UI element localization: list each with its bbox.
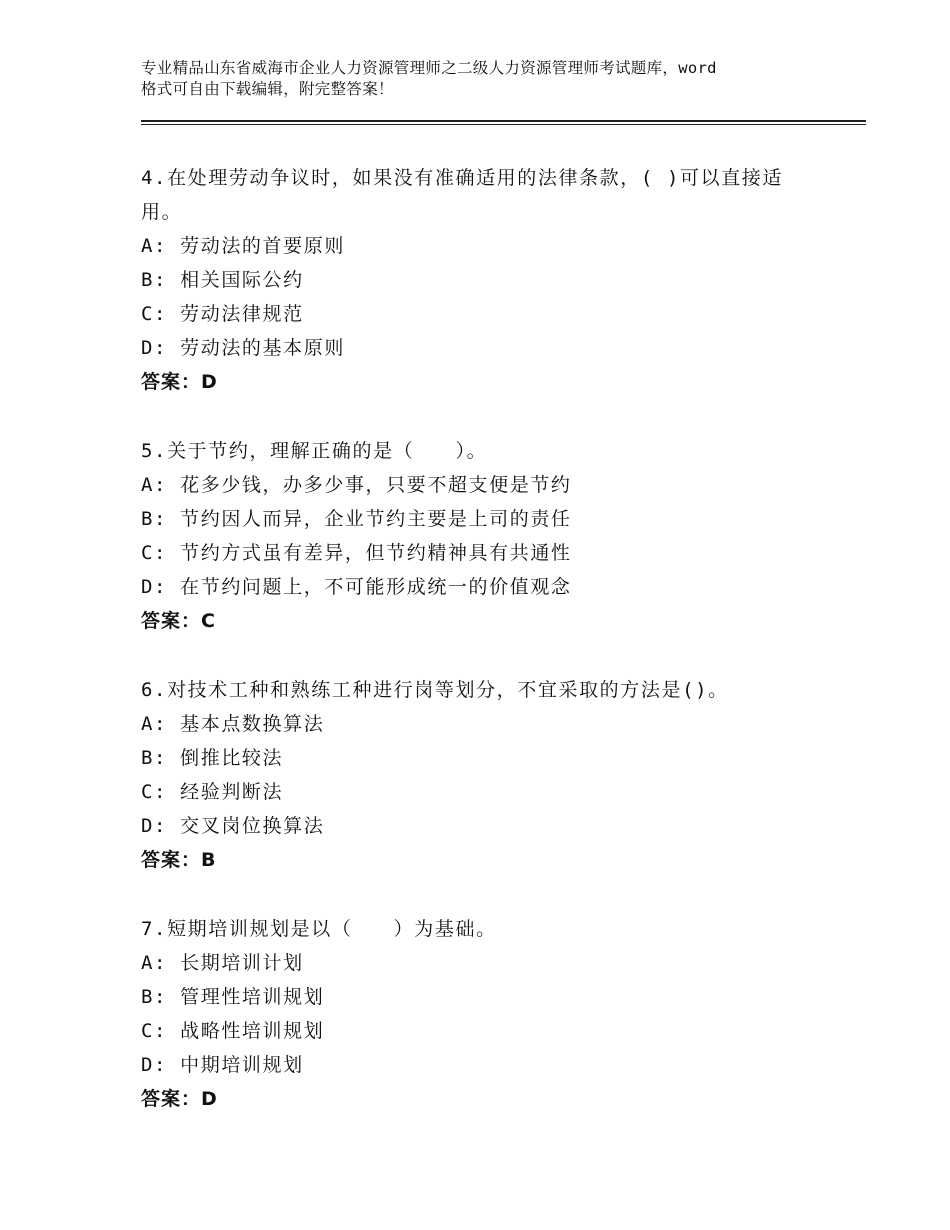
answer-label: 答案：D (141, 371, 218, 393)
option-a: A: 长期培训计划 (141, 952, 304, 974)
option-b: B: 节约因人而异，企业节约主要是上司的责任 (141, 508, 572, 530)
document-header (141, 58, 841, 100)
option-a: A: 花多少钱，办多少事，只要不超支便是节约 (141, 474, 572, 496)
header-divider-thin (141, 124, 866, 125)
question-stem: 6.对技术工种和熟练工种进行岗等划分，不宜采取的方法是()。 (141, 679, 729, 701)
option-b: B: 相关国际公约 (141, 269, 304, 291)
answer-label: 答案：C (141, 610, 216, 632)
question-stem: 5.关于节约，理解正确的是（ ）。 (141, 440, 488, 462)
option-a: A: 基本点数换算法 (141, 713, 325, 735)
option-d: D: 交叉岗位换算法 (141, 815, 325, 837)
option-c: C: 节约方式虽有差异，但节约精神具有共通性 (141, 542, 572, 564)
option-d: D: 在节约问题上，不可能形成统一的价值观念 (141, 576, 572, 598)
header-line-2: 格式可自由下载编辑，附完整答案！ (141, 80, 394, 98)
header-divider-thick (141, 120, 866, 122)
question-stem: 4.在处理劳动争议时，如果没有准确适用的法律条款，( )可以直接适用。 (141, 167, 783, 223)
option-a: A: 劳动法的首要原则 (141, 235, 345, 257)
question-stem: 7.短期培训规划是以（ ）为基础。 (141, 918, 497, 940)
option-b: B: 管理性培训规划 (141, 986, 325, 1008)
option-d: D: 中期培训规划 (141, 1054, 304, 1076)
question-5 (141, 434, 821, 638)
answer-label: 答案：B (141, 849, 217, 871)
option-c: C: 经验判断法 (141, 781, 284, 803)
option-c: C: 战略性培训规划 (141, 1020, 325, 1042)
question-6 (141, 673, 821, 877)
option-d: D: 劳动法的基本原则 (141, 337, 345, 359)
question-7 (141, 912, 821, 1116)
option-b: B: 倒推比较法 (141, 747, 284, 769)
header-line-1: 专业精品山东省威海市企业人力资源管理师之二级人力资源管理师考试题库，word (141, 59, 717, 77)
question-4 (141, 161, 821, 399)
answer-label: 答案：D (141, 1088, 218, 1110)
option-c: C: 劳动法律规范 (141, 303, 304, 325)
